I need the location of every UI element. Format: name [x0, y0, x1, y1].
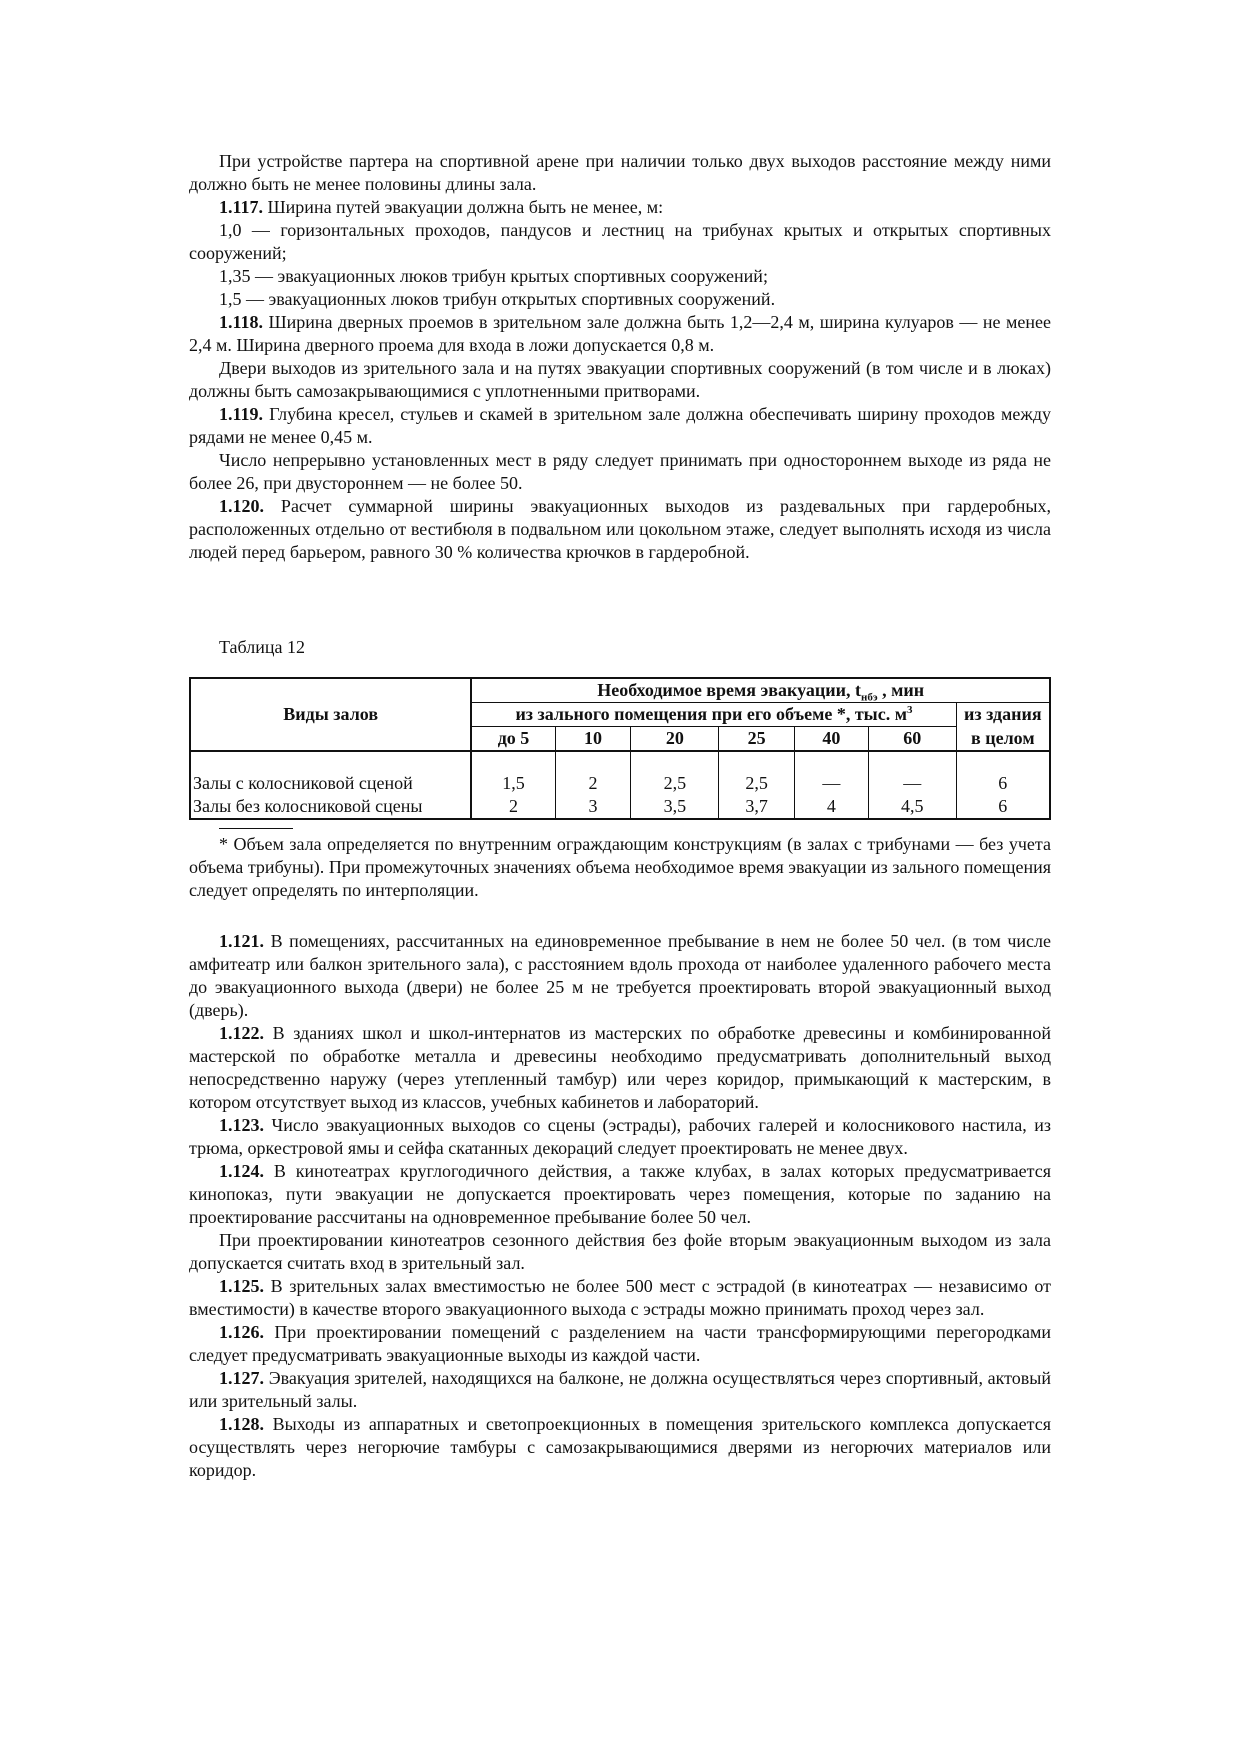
clause-number: 1.124. — [219, 1161, 264, 1181]
paragraph: 1,0 — горизонтальных проходов, пандусов и лестниц на трибунах крытых и открытых спортивных сооружений; — [189, 220, 1051, 263]
paragraph: 1,5 — эвакуационных люков трибун открытых спортивных сооружений. — [219, 289, 776, 309]
table-cell: — — [868, 772, 956, 795]
table-caption: Таблица 12 — [219, 637, 305, 657]
paragraph: 1.127. Эвакуация зрителей, находящихся на балконе, не должна осуществляться через спортивный, актовый или зрительный залы. — [189, 1368, 1051, 1411]
table-footnote: * Объем зала определяется по внутренним ограждающим конструкциям (в залах с трибунами — без учета объема трибуны). При промежуточных значениях объема необходимое время эвакуации из зального помещения следует определять по интерполяции. — [189, 834, 1051, 900]
clause-number: 1.123. — [219, 1115, 264, 1135]
column-header-volume: 20 — [631, 727, 719, 752]
paragraph: 1.117. Ширина путей эвакуации должна быть не менее, м: — [219, 197, 664, 217]
table-cell: 1,5 — [471, 772, 555, 795]
clause-number: 1.121. — [219, 931, 264, 951]
paragraph: 1.121. В помещениях, рассчитанных на единовременное пребывание в нем не более 50 чел. (в том числе амфитеатр или балкон зрительного зала), с расстоянием вдоль прохода от наиболее удаленного рабочего места до эвакуационного выхода (двери) не более 25 м не требуется проектировать второй эвакуационный выход (дверь). — [189, 931, 1051, 1020]
table-cell: 2 — [555, 772, 631, 795]
table-cell: 2 — [471, 795, 555, 819]
paragraph: При проектировании кинотеатров сезонного действия без фойе вторым эвакуационным выходом из зала допускается считать вход в зрительный зал. — [189, 1230, 1051, 1273]
paragraph: Двери выходов из зрительного зала и на путях эвакуации спортивных сооружений (в том числе и в люках) должны быть самозакрывающимися с уплотненными притворами. — [189, 358, 1051, 401]
column-header-volume: 60 — [868, 727, 956, 752]
table-cell: 4 — [795, 795, 869, 819]
paragraph: 1.123. Число эвакуационных выходов со сцены (эстрады), рабочих галерей и колосникового настила, из трюма, оркестровой ямы и сейфа скатанных декораций следует проектировать не менее двух. — [189, 1115, 1051, 1158]
table-cell: 3,5 — [631, 795, 719, 819]
clause-number: 1.125. — [219, 1276, 264, 1296]
table-row — [190, 772, 1050, 795]
paragraph: 1.122. В зданиях школ и школ-интернатов из мастерских по обработке древесины и комбинированной мастерской по обработке металла и древесины необходимо предусматривать дополнительный выход непосредственно наружу (через утепленный тамбур) или через коридор, примыкающий к мастерским, в котором отсутствует выход из классов, учебных кабинетов и лабораторий. — [189, 1023, 1051, 1112]
column-header-building-whole: в целом — [956, 727, 1050, 752]
table-cell: 2,5 — [719, 772, 795, 795]
column-header-building: из здания — [956, 703, 1050, 727]
clause-number: 1.128. — [219, 1414, 264, 1434]
clause-number: 1.126. — [219, 1322, 264, 1342]
table-cell: 6 — [956, 795, 1050, 819]
document-page — [189, 150, 1051, 1482]
table-cell: 4,5 — [868, 795, 956, 819]
clause-number: 1.122. — [219, 1023, 264, 1043]
paragraph: 1.126. При проектировании помещений с разделением на части трансформирующими перегородками следует предусматривать эвакуационные выходы из каждой части. — [189, 1322, 1051, 1365]
row-label: Залы без колосниковой сцены — [190, 795, 471, 819]
paragraph: При устройстве партера на спортивной арене при наличии только двух выходов расстояние между ними должно быть не менее половины длины зала. — [189, 151, 1051, 194]
paragraph: 1.125. В зрительных залах вместимостью не более 500 мест с эстрадой (в кинотеатрах — независимо от вместимости) в качестве второго эвакуационного выхода с эстрады можно принимать проход через зал. — [189, 1276, 1051, 1319]
paragraph: 1.118. Ширина дверных проемов в зрительном зале должна быть 1,2—2,4 м, ширина кулуаров — не менее 2,4 м. Ширина дверного проема для входа в ложи допускается 0,8 м. — [189, 312, 1051, 355]
table-cell: 3,7 — [719, 795, 795, 819]
table-cell: 6 — [956, 772, 1050, 795]
clause-number: 1.119. — [219, 404, 264, 424]
clause-number: 1.118. — [219, 312, 264, 332]
table-cell: 3 — [555, 795, 631, 819]
paragraph: 1.119. Глубина кресел, стульев и скамей в зрительном зале должна обеспечивать ширину проходов между рядами не менее 0,45 м. — [189, 404, 1051, 447]
column-header-volume: 40 — [795, 727, 869, 752]
column-header-room-volume: из зального помещения при его объеме *, тыс. $м^3$ — [471, 703, 956, 727]
column-header-volume: до 5 — [471, 727, 555, 752]
column-header-hall-type: Виды залов — [190, 678, 471, 751]
paragraphs-bottom — [189, 930, 1051, 1482]
table-row — [190, 795, 1050, 819]
column-header-volume: 10 — [555, 727, 631, 752]
clause-number: 1.117. — [219, 197, 264, 217]
footnote-separator — [219, 828, 293, 829]
column-header-evacuation-time: Необходимое время эвакуации, $t_{нбэ}$ , мин — [471, 678, 1050, 703]
clause-number: 1.127. — [219, 1368, 264, 1388]
paragraph: Число непрерывно установленных мест в ряду следует принимать при одностороннем выходе из ряда не более 26, при двустороннем — не более 50. — [189, 450, 1051, 493]
clause-number: 1.120. — [219, 496, 264, 516]
column-header-volume: 25 — [719, 727, 795, 752]
paragraphs-top — [189, 150, 1051, 564]
table-cell: 2,5 — [631, 772, 719, 795]
paragraph: 1,35 — эвакуационных люков трибун крытых спортивных сооружений; — [219, 266, 768, 286]
paragraph: 1.124. В кинотеатрах круглогодичного действия, а также клубах, в залах которых предусматривается кинопоказ, пути эвакуации не допускается проектировать через помещения, которые по заданию на проектирование рассчитаны на одновременное пребывание более 50 чел. — [189, 1161, 1051, 1227]
paragraph: 1.128. Выходы из аппаратных и светопроекционных в помещения зрительского комплекса допускается осуществлять через негорючие тамбуры с самозакрывающимися дверями из негорючих материалов или коридор. — [189, 1414, 1051, 1480]
paragraph: 1.120. Расчет суммарной ширины эвакуационных выходов из раздевальных при гардеробных, расположенных отдельно от вестибюля в подвальном или цокольном этаже, следует выполнять исходя из числа людей перед барьером, равного 30 % количества крючков в гардеробной. — [189, 496, 1051, 562]
table-cell: — — [795, 772, 869, 795]
evacuation-time-table — [189, 677, 1051, 820]
row-label: Залы с колосниковой сценой — [190, 772, 471, 795]
